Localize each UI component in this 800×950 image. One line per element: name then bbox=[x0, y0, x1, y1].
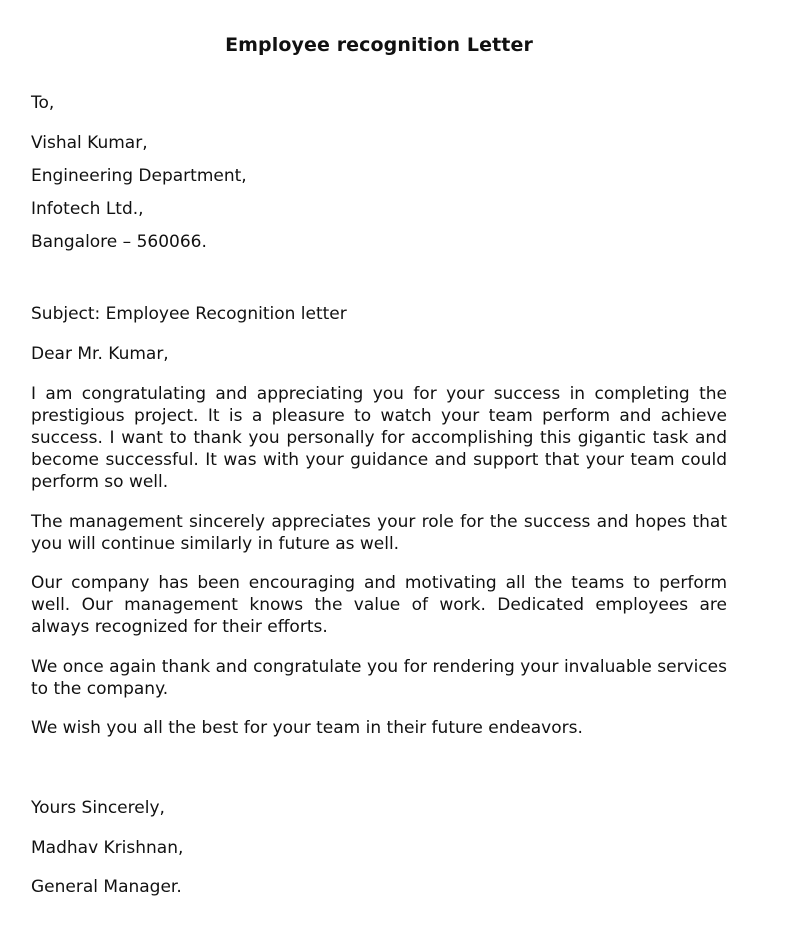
sender-name: Madhav Krishnan, bbox=[31, 838, 184, 858]
salutation: Dear Mr. Kumar, bbox=[31, 344, 169, 364]
sender-title: General Manager. bbox=[31, 877, 182, 897]
body-paragraph-2: The management sincerely appreciates your role for the success and hopes that you will continue similarly in future as well. bbox=[31, 512, 727, 554]
recipient-department: Engineering Department, bbox=[31, 166, 247, 186]
recipient-city: Bangalore – 560066. bbox=[31, 232, 207, 252]
body-paragraph-1: I am congratulating and appreciating you for your success in completing the prestigious project. It is a pleasure to watch your team perform and achieve success. I want to thank you personally for accomplishing this gigantic task and become successful. It was with your guidance and support that your team could perform so well. bbox=[31, 384, 727, 492]
letter-title: Employee recognition Letter bbox=[225, 34, 533, 56]
to-label: To, bbox=[31, 93, 55, 113]
recipient-name: Vishal Kumar, bbox=[31, 133, 148, 153]
body-paragraph-3: Our company has been encouraging and motivating all the teams to perform well. Our management knows the value of work. Dedicated employees are always recognized for their efforts. bbox=[31, 573, 727, 637]
closing: Yours Sincerely, bbox=[31, 798, 165, 818]
body-paragraph-5: We wish you all the best for your team in their future endeavors. bbox=[31, 718, 583, 738]
recipient-company: Infotech Ltd., bbox=[31, 199, 144, 219]
body-paragraph-4: We once again thank and congratulate you for rendering your invaluable services to the company. bbox=[31, 657, 727, 699]
subject-line: Subject: Employee Recognition letter bbox=[31, 304, 347, 324]
